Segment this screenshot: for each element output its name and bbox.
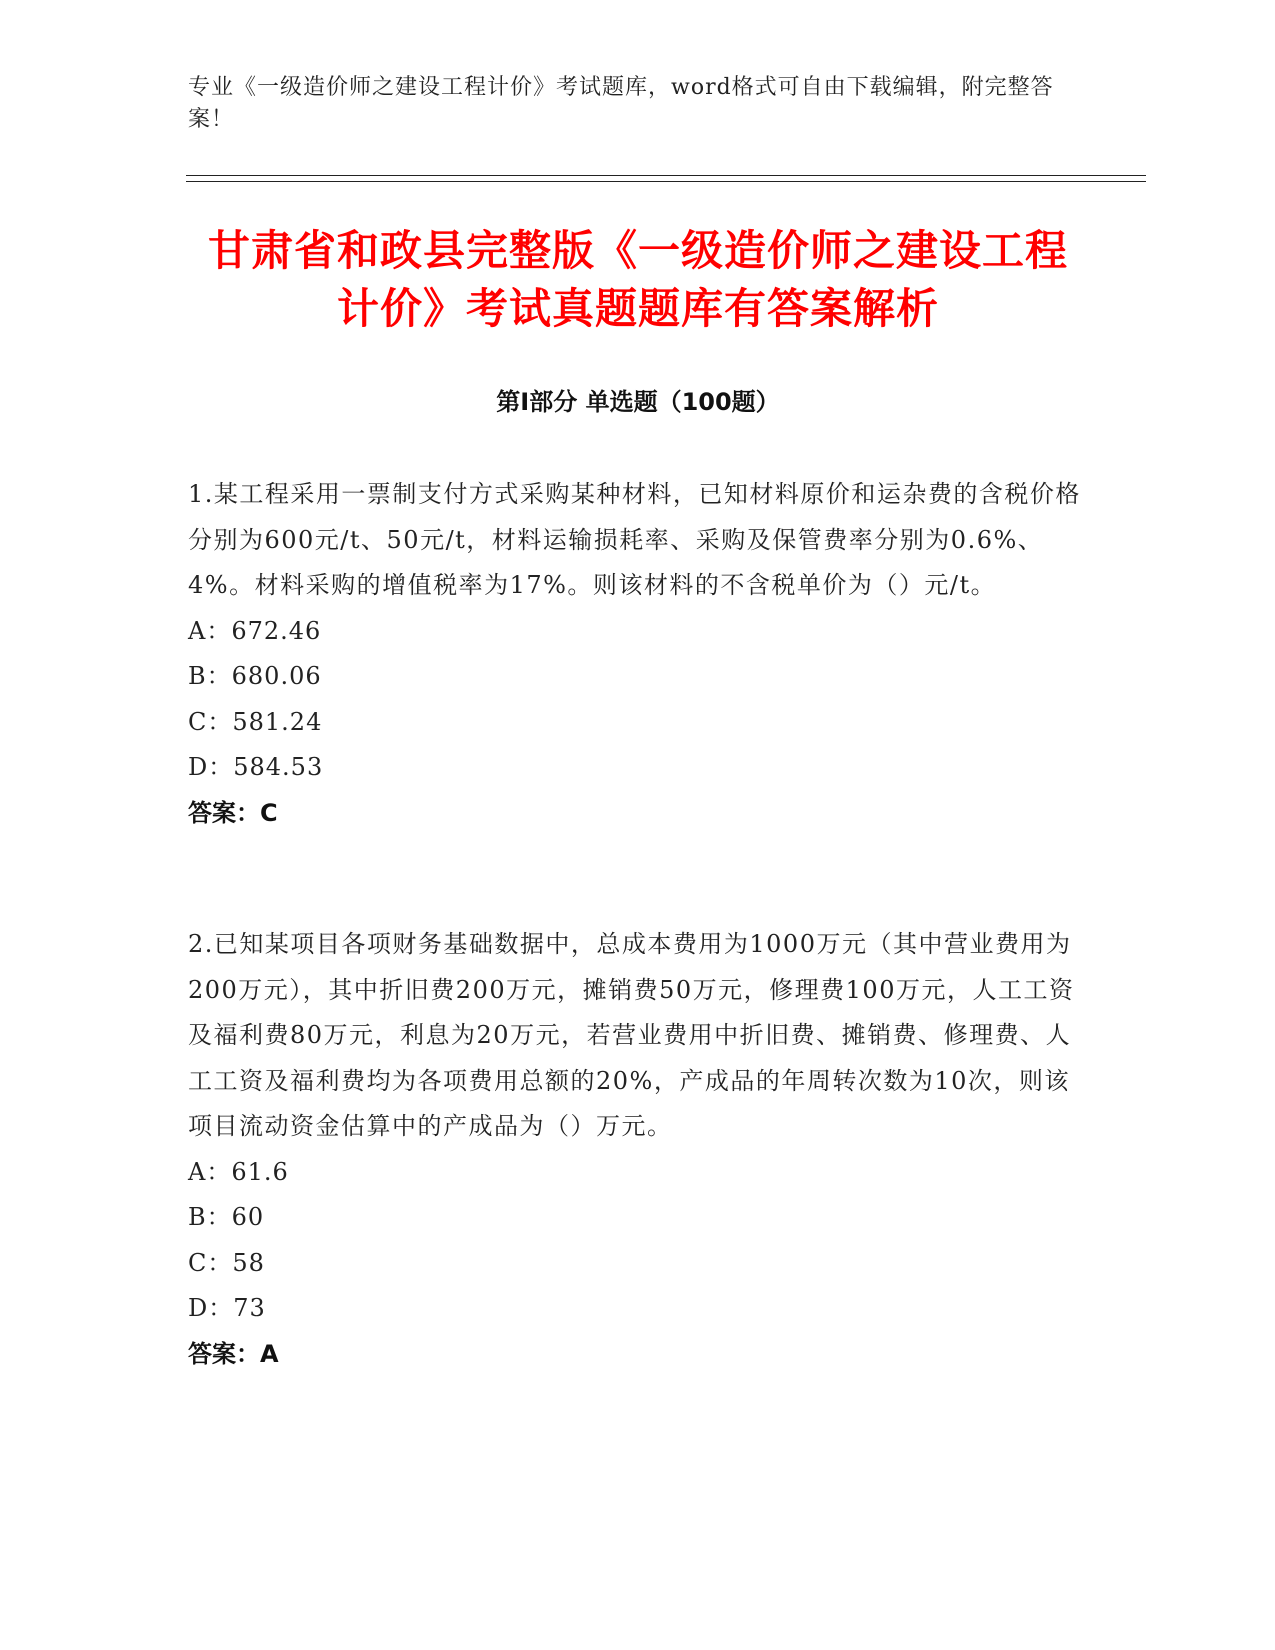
document-title: 甘肃省和政县完整版《一级造价师之建设工程计价》考试真题题库有答案解析 bbox=[207, 226, 1068, 333]
question-2 bbox=[188, 922, 1088, 1377]
section-heading: 第Ⅰ部分 单选题（100题） bbox=[496, 388, 780, 416]
header-divider bbox=[186, 175, 1146, 176]
option-c: C：58 bbox=[188, 1248, 265, 1277]
option-b: B：60 bbox=[188, 1203, 265, 1231]
answer-line: 答案：A bbox=[188, 1339, 279, 1368]
option-b: B：680.06 bbox=[188, 662, 322, 690]
question-1 bbox=[188, 472, 1088, 836]
question-stem: 2.已知某项目各项财务基础数据中，总成本费用为1000万元（其中营业费用为200万元），其中折旧费200万元，摊销费50万元，修理费100万元，人工工资及福利费80万元，利息为20万元，若营业费用中折旧费、摊销费、修理费、人工工资及福利费均为各项费用总额的20%，产成品的年周转次数为10次，则该项目流动资金估算中的产成品为（）万元。 bbox=[188, 930, 1075, 1140]
question-stem: 1.某工程采用一票制支付方式采购某种材料，已知材料原价和运杂费的含税价格分别为600元/t、50元/t，材料运输损耗率、采购及保管费率分别为0.6%、4%。材料采购的增值税率为17%。则该材料的不含税单价为（）元/t。 bbox=[188, 480, 1081, 599]
header-note: 专业《一级造价师之建设工程计价》考试题库，word格式可自由下载编辑，附完整答案！ bbox=[188, 75, 1054, 132]
option-d: D：584.53 bbox=[188, 753, 324, 781]
answer-line: 答案：C bbox=[188, 798, 278, 827]
option-d: D：73 bbox=[188, 1294, 266, 1322]
header-divider-secondary bbox=[186, 181, 1146, 182]
option-a: A：61.6 bbox=[188, 1157, 289, 1186]
option-a: A：672.46 bbox=[188, 616, 322, 645]
option-c: C：581.24 bbox=[188, 707, 323, 736]
